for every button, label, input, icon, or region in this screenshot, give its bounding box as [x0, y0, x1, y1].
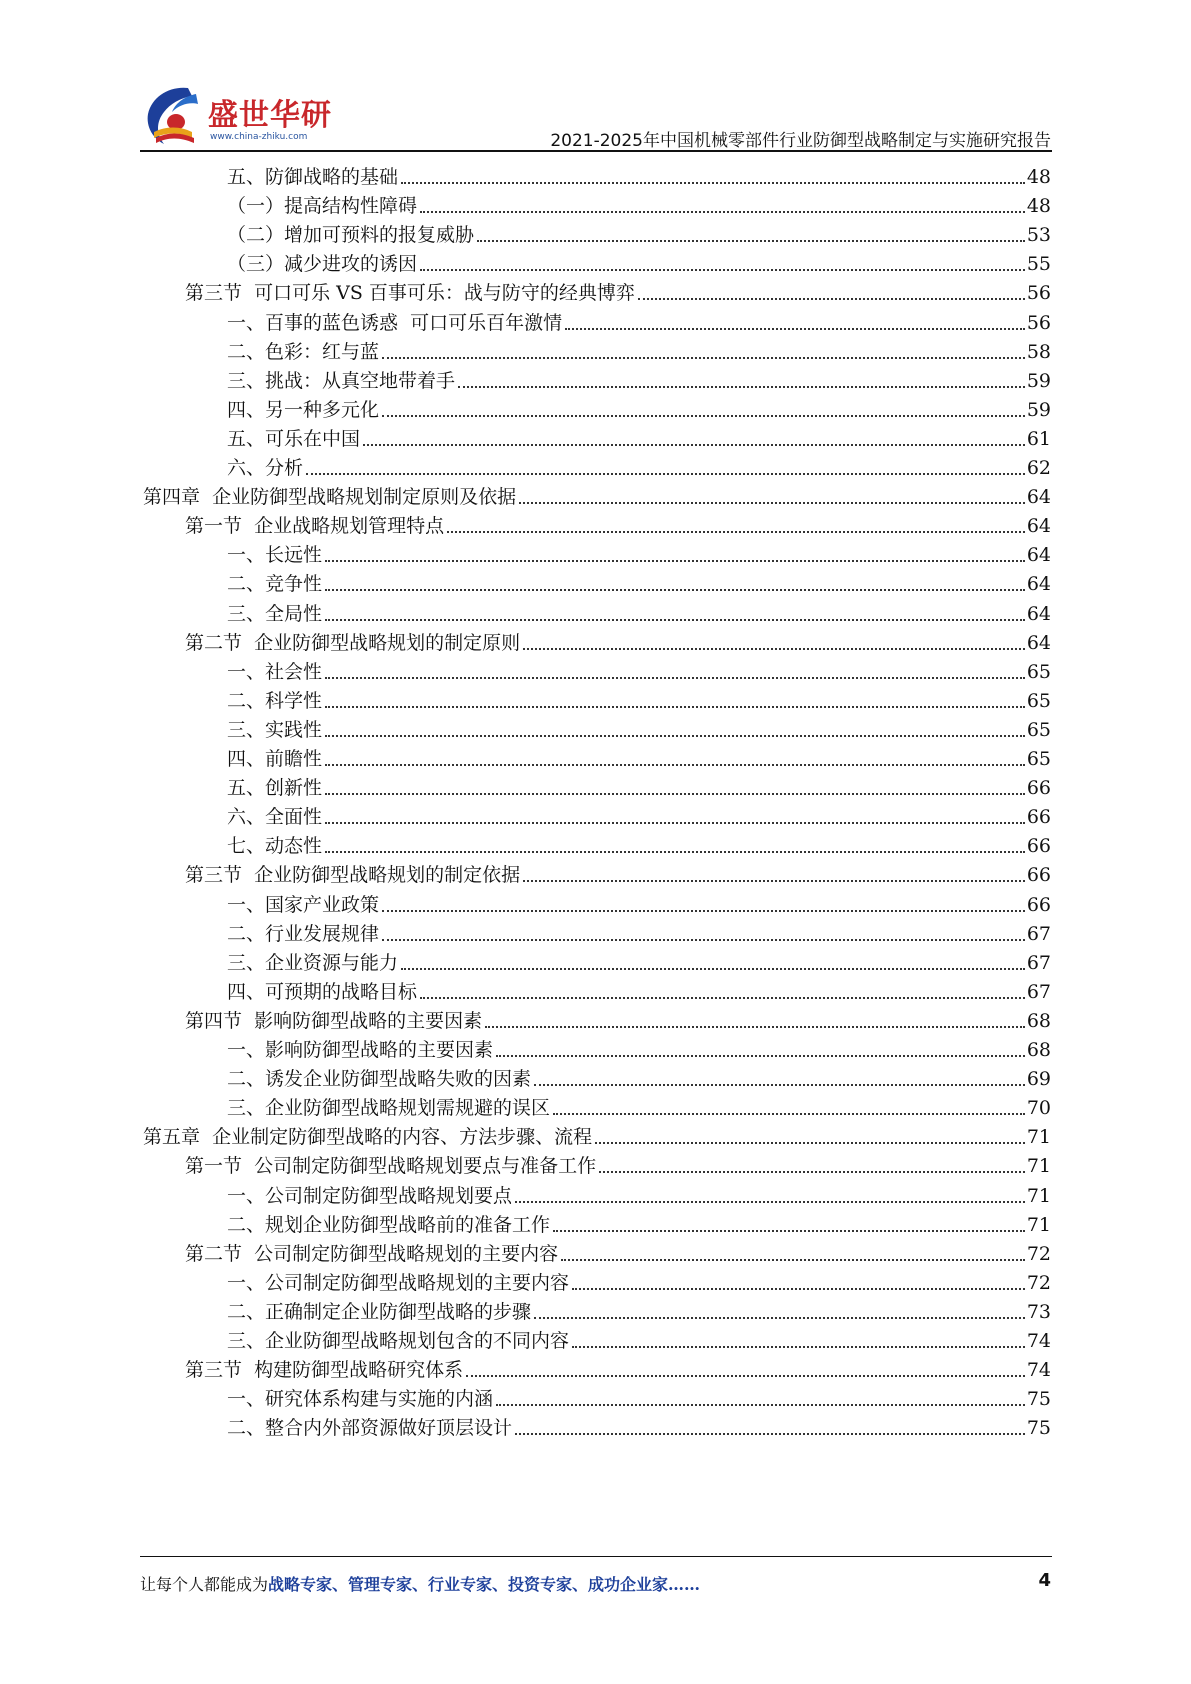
toc-dot-leader [382, 910, 1025, 912]
toc-entry-title: 第一节 公司制定防御型战略规划要点与准备工作 [185, 1155, 597, 1178]
toc-entry[interactable] [185, 626, 1051, 656]
toc-entry-page: 71 [1026, 1184, 1051, 1207]
toc-entry-title: 三、企业资源与能力 [227, 951, 399, 974]
toc-entry-page: 66 [1026, 835, 1051, 858]
toc-entry-title: 五、可乐在中国 [227, 427, 361, 450]
toc-dot-leader [382, 939, 1025, 941]
toc-entry[interactable] [227, 1091, 1051, 1121]
toc-entry-title: 第三节 企业防御型战略规划的制定依据 [185, 864, 521, 887]
toc-entry-page: 70 [1026, 1097, 1051, 1120]
toc-entry[interactable] [227, 655, 1051, 685]
toc-entry-title: 二、规划企业防御型战略前的准备工作 [227, 1213, 551, 1236]
toc-entry-page: 64 [1026, 602, 1051, 625]
toc-dot-leader [485, 1026, 1025, 1028]
toc-entry-page: 71 [1026, 1213, 1051, 1236]
toc-entry-page: 64 [1026, 515, 1051, 538]
toc-entry-title: 一、公司制定防御型战略规划的主要内容 [227, 1271, 570, 1294]
toc-entry-title: 三、挑战：从真空地带着手 [227, 369, 456, 392]
toc-entry-page: 67 [1026, 980, 1051, 1003]
toc-entry[interactable] [227, 567, 1051, 597]
toc-entry-title: 五、防御战略的基础 [227, 166, 399, 188]
toc-entry-title: 三、企业防御型战略规划需规避的误区 [227, 1097, 551, 1120]
toc-entry-title: 二、诱发企业防御型战略失败的因素 [227, 1068, 532, 1091]
toc-entry-title: 一、社会性 [227, 660, 323, 683]
toc-entry[interactable] [143, 480, 1051, 510]
toc-entry[interactable] [227, 335, 1051, 365]
toc-dot-leader [565, 328, 1025, 330]
toc-entry[interactable] [227, 538, 1051, 568]
toc-entry-title: （一）提高结构性障碍 [227, 195, 418, 218]
page-number: 4 [1038, 1570, 1051, 1591]
toc-entry[interactable] [185, 858, 1051, 888]
toc-entry-title: 第二节 企业防御型战略规划的制定原则 [185, 631, 521, 654]
toc-entry-page: 65 [1026, 660, 1051, 683]
toc-entry-page: 62 [1026, 457, 1051, 479]
toc-entry-title: 第三节 可口可乐 VS 百事可乐：战与防守的经典博弈 [185, 282, 635, 305]
footer-slogan [140, 1572, 700, 1595]
toc-entry-page: 71 [1026, 1155, 1051, 1178]
toc-entry[interactable] [227, 1295, 1051, 1325]
toc-entry[interactable] [227, 975, 1051, 1005]
toc-entry-title: 一、公司制定防御型战略规划要点 [227, 1184, 513, 1207]
toc-entry[interactable] [227, 713, 1051, 743]
toc-entry-page: 68 [1026, 1009, 1051, 1032]
toc-dot-leader [325, 735, 1025, 737]
toc-entry-title: 第四节 影响防御型战略的主要因素 [185, 1009, 483, 1032]
toc-entry-page: 48 [1026, 166, 1051, 188]
toc-entry-title: （三）减少进攻的诱因 [227, 253, 418, 276]
toc-entry-title: 六、全面性 [227, 806, 323, 829]
toc-entry-title: 四、另一种多元化 [227, 398, 380, 421]
toc-entry-title: 三、企业防御型战略规划包含的不同内容 [227, 1330, 570, 1352]
toc-entry[interactable] [227, 393, 1051, 423]
toc-entry-page: 56 [1026, 311, 1051, 334]
toc-entry[interactable] [227, 1062, 1051, 1092]
toc-entry[interactable] [227, 422, 1051, 452]
toc-dot-leader [599, 1171, 1025, 1173]
toc-entry-page: 64 [1026, 573, 1051, 596]
toc-entry[interactable] [185, 1004, 1051, 1034]
toc-dot-leader [572, 1346, 1025, 1348]
footer-divider [140, 1556, 1052, 1557]
toc-entry[interactable] [227, 247, 1051, 277]
toc-dot-leader [382, 357, 1025, 359]
toc-entry-page: 66 [1026, 893, 1051, 916]
toc-dot-leader [420, 269, 1025, 271]
toc-dot-leader [420, 997, 1025, 999]
toc-entry[interactable] [227, 1411, 1051, 1441]
toc-entry[interactable] [227, 771, 1051, 801]
toc-entry[interactable] [227, 451, 1051, 481]
toc-dot-leader [515, 1433, 1025, 1435]
toc-dot-leader [534, 1317, 1025, 1319]
toc-entry[interactable] [227, 917, 1051, 947]
toc-dot-leader [561, 1259, 1025, 1261]
toc-entry[interactable] [143, 1120, 1051, 1150]
toc-entry-page: 72 [1026, 1242, 1051, 1265]
toc-dot-leader [572, 1288, 1025, 1290]
toc-entry[interactable] [227, 800, 1051, 830]
toc-entry[interactable] [227, 1179, 1051, 1209]
toc-dot-leader [363, 444, 1025, 446]
report-title: 2021-2025年中国机械零部件行业防御型战略制定与实施研究报告 [550, 131, 1051, 151]
toc-entry-page: 53 [1026, 224, 1051, 247]
toc-entry-page: 65 [1026, 748, 1051, 770]
toc-entry-title: 六、分析 [227, 457, 304, 479]
toc-entry-page: 56 [1026, 282, 1051, 305]
toc-entry-title: 一、国家产业政策 [227, 893, 380, 916]
toc-entry-page: 73 [1026, 1300, 1051, 1323]
toc-entry[interactable] [227, 218, 1051, 248]
toc-entry-title: 三、全局性 [227, 602, 323, 625]
toc-entry-page: 65 [1026, 718, 1051, 741]
toc-entry-page: 74 [1026, 1359, 1051, 1382]
toc-dot-leader [523, 880, 1025, 882]
toc-entry[interactable] [227, 364, 1051, 394]
shengshi-huayan-logo-icon [140, 82, 210, 152]
toc-entry-page: 58 [1026, 340, 1051, 363]
toc-entry-page: 67 [1026, 922, 1051, 945]
toc-dot-leader [325, 706, 1025, 708]
toc-dot-leader [401, 182, 1025, 184]
toc-dot-leader [420, 211, 1025, 213]
toc-entry-page: 64 [1026, 486, 1051, 509]
toc-entry-page: 71 [1026, 1126, 1051, 1149]
footer-slogan-highlight: 战略专家、管理专家、行业专家、投资专家、成功企业家…… [268, 1575, 701, 1594]
toc-dot-leader [325, 589, 1025, 591]
toc-entry-title: 四、可预期的战略目标 [227, 980, 418, 1003]
toc-entry-title: 二、竞争性 [227, 573, 323, 596]
toc-entry[interactable] [227, 742, 1051, 772]
toc-entry-title: 二、科学性 [227, 689, 323, 712]
toc-entry-title: 一、长远性 [227, 544, 323, 567]
toc-entry[interactable] [227, 306, 1051, 336]
toc-entry-page: 75 [1026, 1388, 1051, 1411]
toc-entry-title: 七、动态性 [227, 835, 323, 858]
toc-entry-title: 二、行业发展规律 [227, 922, 380, 945]
toc-dot-leader [515, 1201, 1025, 1203]
toc-entry-title: 三、实践性 [227, 718, 323, 741]
toc-entry-title: 第一节 企业战略规划管理特点 [185, 515, 445, 538]
toc-entry-page: 59 [1026, 369, 1051, 392]
toc-entry-page: 64 [1026, 544, 1051, 567]
toc-entry-page: 74 [1026, 1330, 1051, 1352]
toc-dot-leader [325, 677, 1025, 679]
logo-name: 盛世华研 [208, 98, 332, 133]
toc-entry-title: 四、前瞻性 [227, 748, 323, 770]
toc-entry[interactable] [227, 160, 1051, 190]
toc-dot-leader [496, 1404, 1025, 1406]
toc-entry-title: 五、创新性 [227, 777, 323, 800]
toc-entry-title: 第四章 企业防御型战略规划制定原则及依据 [143, 486, 517, 509]
company-logo [140, 82, 330, 152]
toc-dot-leader [523, 648, 1025, 650]
toc-entry[interactable] [227, 1382, 1051, 1412]
toc-entry[interactable] [227, 597, 1051, 627]
toc-entry[interactable] [227, 946, 1051, 976]
toc-dot-leader [325, 764, 1025, 766]
toc-entry-page: 69 [1026, 1068, 1051, 1091]
toc-dot-leader [325, 822, 1025, 824]
toc-dot-leader [638, 298, 1025, 300]
toc-entry-page: 75 [1026, 1417, 1051, 1440]
toc-entry[interactable] [227, 1208, 1051, 1238]
toc-entry[interactable] [227, 189, 1051, 219]
toc-entry[interactable] [185, 509, 1051, 539]
toc-entry-page: 55 [1026, 253, 1051, 276]
toc-dot-leader [325, 851, 1025, 853]
toc-dot-leader [447, 531, 1025, 533]
toc-dot-leader [325, 560, 1025, 562]
logo-url: www.china-zhiku.com [210, 132, 308, 142]
toc-entry-title: 第五章 企业制定防御型战略的内容、方法步骤、流程 [143, 1126, 593, 1149]
toc-dot-leader [534, 1084, 1025, 1086]
toc-dot-leader [306, 473, 1025, 475]
footer-slogan-prefix: 让每个人都能成为 [140, 1575, 269, 1594]
toc-entry[interactable] [227, 829, 1051, 859]
toc-entry-page: 64 [1026, 631, 1051, 654]
toc-entry-page: 67 [1026, 951, 1051, 974]
toc-entry-title: 第三节 构建防御型战略研究体系 [185, 1359, 464, 1382]
toc-dot-leader [325, 619, 1025, 621]
toc-dot-leader [325, 793, 1025, 795]
toc-entry-page: 66 [1026, 864, 1051, 887]
toc-entry[interactable] [227, 684, 1051, 714]
toc-entry[interactable] [227, 1266, 1051, 1296]
toc-dot-leader [382, 415, 1025, 417]
toc-entry-title: 二、正确制定企业防御型战略的步骤 [227, 1300, 532, 1323]
toc-entry-page: 66 [1026, 806, 1051, 829]
toc-dot-leader [466, 1375, 1025, 1377]
toc-entry-page: 59 [1026, 398, 1051, 421]
toc-entry[interactable] [227, 1324, 1051, 1354]
toc-entry[interactable] [185, 276, 1051, 306]
toc-entry-title: （二）增加可预料的报复威胁 [227, 224, 475, 247]
toc-entry-title: 二、色彩：红与蓝 [227, 340, 380, 363]
toc-dot-leader [401, 968, 1025, 970]
page-header [0, 0, 1191, 160]
toc-entry-page: 72 [1026, 1271, 1051, 1294]
toc-entry[interactable] [227, 1033, 1051, 1063]
header-divider [140, 150, 1052, 152]
toc-entry-title: 一、百事的蓝色诱惑 可口可乐百年激情 [227, 311, 563, 334]
toc-entry-page: 66 [1026, 777, 1051, 800]
toc-dot-leader [477, 240, 1025, 242]
toc-entry-title: 一、研究体系构建与实施的内涵 [227, 1388, 494, 1411]
toc-entry-title: 一、影响防御型战略的主要因素 [227, 1039, 494, 1061]
toc-entry-title: 第二节 公司制定防御型战略规划的主要内容 [185, 1242, 559, 1265]
toc-dot-leader [553, 1230, 1025, 1232]
toc-dot-leader [458, 386, 1025, 388]
toc-dot-leader [595, 1142, 1025, 1144]
toc-dot-leader [496, 1055, 1025, 1057]
toc-entry[interactable] [185, 1237, 1051, 1267]
toc-entry[interactable] [185, 1353, 1051, 1383]
toc-dot-leader [553, 1113, 1025, 1115]
toc-entry-page: 48 [1026, 195, 1051, 218]
toc-entry-page: 65 [1026, 689, 1051, 712]
toc-entry[interactable] [185, 1149, 1051, 1179]
toc-entry-page: 68 [1026, 1039, 1051, 1061]
toc-entry[interactable] [227, 888, 1051, 918]
toc-entry-page: 61 [1026, 427, 1051, 450]
toc-entry-title: 二、整合内外部资源做好顶层设计 [227, 1417, 513, 1440]
toc-dot-leader [519, 502, 1025, 504]
